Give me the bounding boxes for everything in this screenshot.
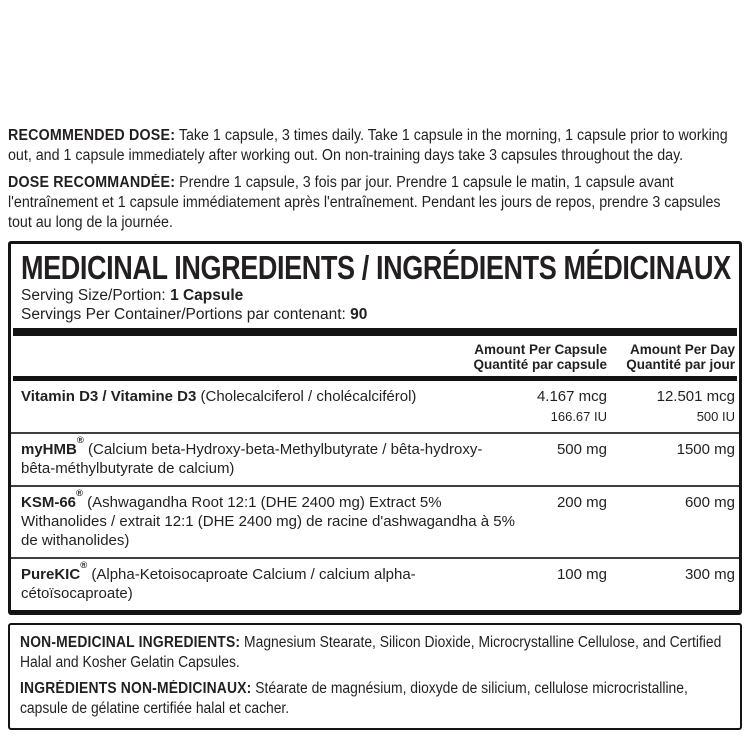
serving-size-line [21,287,739,305]
registered-trademark-mark: ® [76,488,84,499]
amount-per-day: 1500 mg [676,441,735,458]
column-header-per-day-fr: Quantité par jour [626,357,735,372]
recommended-dose-fr [8,173,742,233]
non-medicinal-ingredients-panel [8,623,742,730]
amount-per-capsule: 4.167 mcg 166.67 IU [536,388,607,424]
column-header-per-capsule-fr: Quantité par capsule [473,357,607,372]
ingredient-row-purekic [11,557,739,610]
column-header-per-day-en: Amount Per Day [629,342,735,357]
recommended-dose-en [8,126,742,166]
amount-per-capsule: 500 mg [556,441,607,458]
dose-section [8,126,742,233]
non-medicinal-fr-label: INGRÉDIENTS NON-MÉDICINAUX: [20,680,252,697]
table-column-headers [11,336,739,376]
medicinal-ingredients-panel [8,241,742,615]
column-header-per-capsule [473,342,607,372]
servings-per-container-label: Servings Per Container/Portions par contenant: [21,306,346,323]
ingredient-name: Vitamin D3 / Vitamine D3 (Cholecalciferol / cholécalciférol) [21,388,417,405]
ingredient-name: PureKIC® (Alpha-Ketoisocaproate Calcium / calcium alpha-cétoïsocaproate) [21,560,416,602]
column-header-per-capsule-en: Amount Per Capsule [474,342,607,357]
registered-trademark-mark: ® [80,560,88,571]
amount-per-day: 300 mg [684,566,735,583]
non-medicinal-fr [20,679,729,719]
ingredient-row-myhmb [11,432,739,485]
ingredient-name: KSM-66® (Ashwagandha Root 12:1 (DHE 2400 mg) Extract 5% Withanolides / extrait 12:1 (DHE 2400 mg) de racine d'ashwagandha à 5% de withanolides) [21,488,515,549]
serving-size-label: Serving Size/Portion: [21,287,166,304]
recommended-dose-en-text: Take 1 capsule, 3 times daily. Take 1 capsule in the morning, 1 capsule prior to working out, and 1 capsule immediately after working out. On non-training days take 3 capsules throughout the day. [8,127,728,164]
recommended-dose-fr-text: Prendre 1 capsule, 3 fois par jour. Prendre 1 capsule le matin, 1 capsule avant l'entraînement et 1 capsule immédiatement après l'entraînement. Pendant les jours de repos, prendre 3 capsules tout au long de la journée. [8,174,721,231]
ingredient-row-vitamin-d3 [11,381,739,432]
serving-size-value: 1 Capsule [170,287,244,304]
amount-per-day: 12.501 mcg 500 IU [656,388,735,424]
amount-per-capsule: 200 mg [556,494,607,511]
servings-per-container-line [21,306,739,324]
amount-per-day: 600 mg [684,494,735,511]
registered-trademark-mark: ® [76,435,84,446]
ingredient-row-ksm-66 [11,485,739,557]
column-header-per-day [626,342,735,372]
non-medicinal-fr-text: Stéarate de magnésium, dioxyde de silicium, cellulose microcristalline, capsule de gélatine certifiée halal et cacher. [20,680,688,717]
recommended-dose-en-label: RECOMMENDED DOSE: [8,127,176,144]
non-medicinal-en-text: Magnesium Stearate, Silicon Dioxide, Microcrystalline Cellulose, and Certified Halal and Kosher Gelatin Capsules. [20,634,722,671]
recommended-dose-fr-label: DOSE RECOMMANDÉE: [8,174,176,191]
medicinal-ingredients-title: MEDICINAL INGREDIENTS / INGRÉDIENTS MÉDICINAUX [21,249,731,286]
non-medicinal-en-label: NON-MEDICINAL INGREDIENTS: [20,634,241,651]
servings-per-container-value: 90 [350,306,368,323]
header-separator-bar [13,328,737,336]
amount-per-capsule: 100 mg [556,566,607,583]
ingredient-name: myHMB® (Calcium beta-Hydroxy-beta-Methylbutyrate / bêta-hydroxy-bêta-méthylbutyrate de calcium) [21,435,483,477]
non-medicinal-en [20,633,729,673]
